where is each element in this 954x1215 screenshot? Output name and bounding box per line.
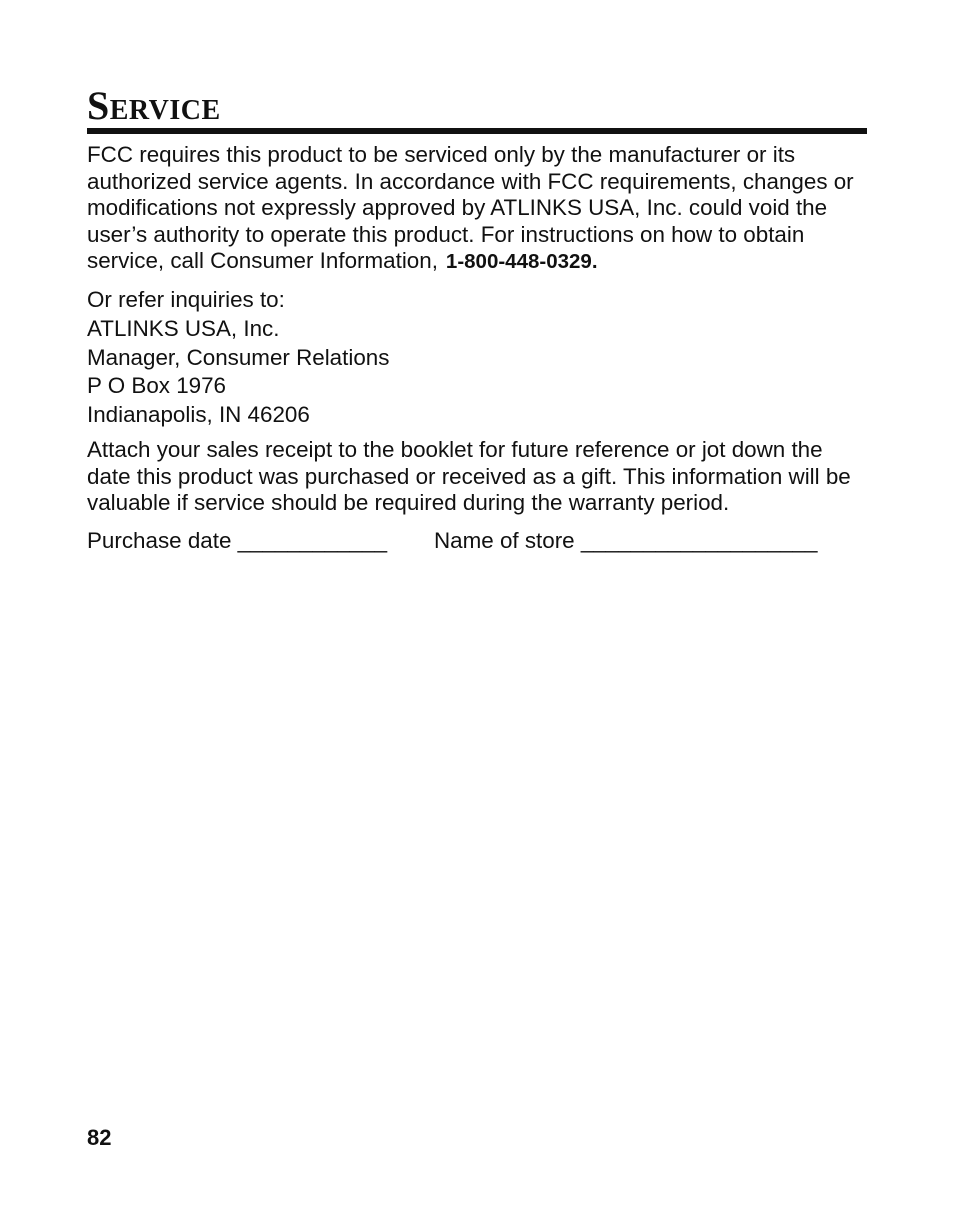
phone-number: 1-800-448-0329. <box>445 250 598 273</box>
address-city: Indianapolis, IN 46206 <box>87 402 310 428</box>
receipt-paragraph: Attach your sales receipt to the booklet for future reference or jot down the date this product was purchased or received as a gift. This information will be valuable if service should be required during the warranty period. <box>87 437 851 515</box>
page-number: 82 <box>87 1125 112 1150</box>
refer-intro: Or refer inquiries to: <box>87 287 285 312</box>
address-block <box>87 286 872 430</box>
purchase-date-field: Purchase date ____________ <box>87 528 388 553</box>
address-department: Manager, Consumer Relations <box>87 344 390 370</box>
section-title: Service <box>87 83 221 128</box>
address-po-box: P O Box 1976 <box>87 373 227 399</box>
title-rule <box>87 128 867 134</box>
address-company: ATLINKS USA, Inc. <box>87 315 280 341</box>
store-name-field: Name of store ___________________ <box>434 528 818 553</box>
fcc-text: FCC requires this product to be serviced only by the manufacturer or its authorized service agents. In accordance with FCC requirements, changes or modifications not expressly approved by ATLINKS USA, Inc. could void the user’s authority to operate this product. For instructions on how to obtain service, call Consumer Information, <box>87 142 854 273</box>
fcc-paragraph <box>87 142 872 276</box>
